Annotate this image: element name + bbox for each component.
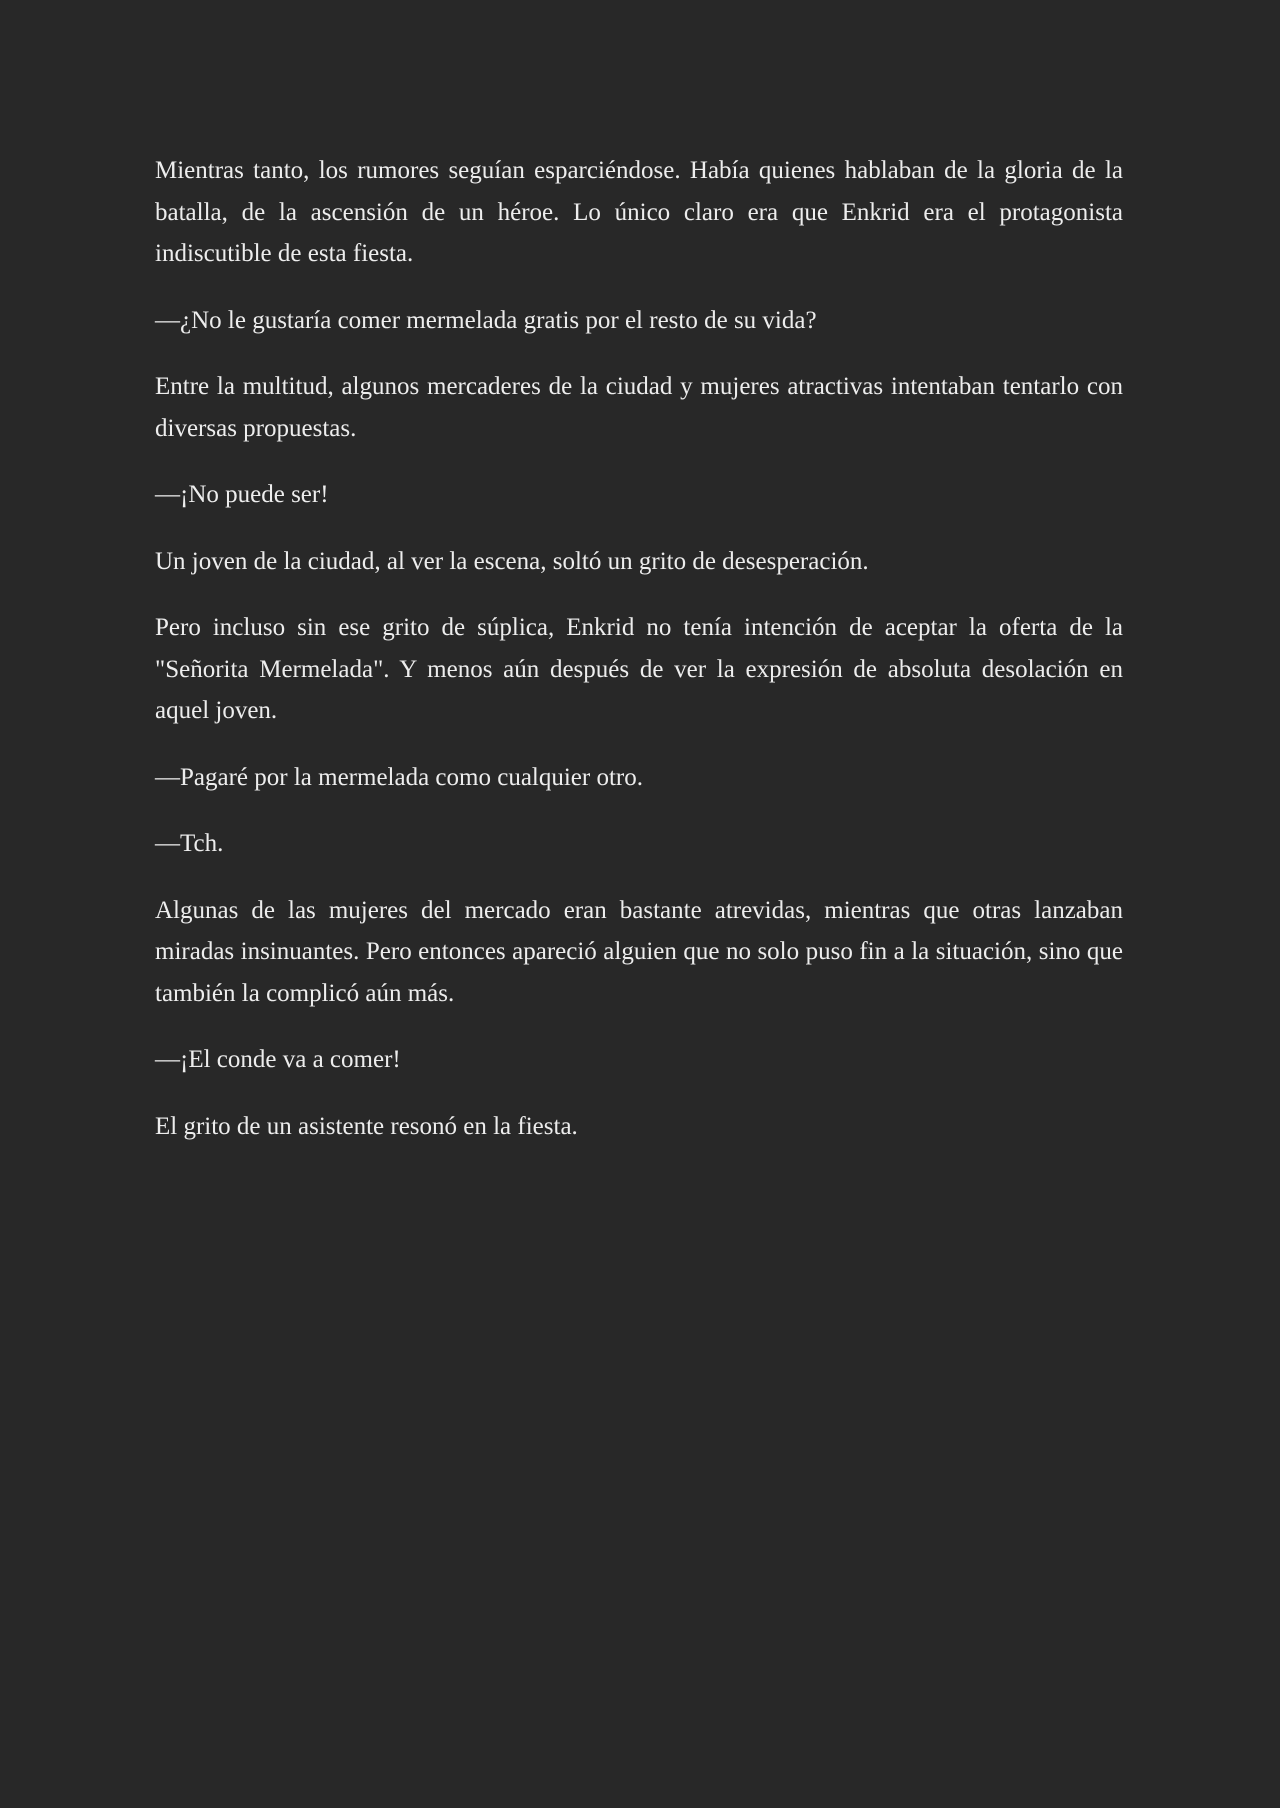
paragraph-dialogue: —¿No le gustaría comer mermelada gratis por el resto de su vida? — [155, 306, 817, 334]
paragraph-dialogue: —¡No puede ser! — [155, 481, 329, 508]
paragraph: El grito de un asistente resonó en la fiesta. — [155, 1112, 578, 1140]
paragraph-dialogue: —¡El conde va a comer! — [155, 1046, 401, 1073]
paragraph: Algunas de las mujeres del mercado eran bastante atrevidas, mientras que otras lanzaban miradas insinuantes. Pero entonces apareció alguien que no solo puso fin a la situación, sino que también la complicó aún más. — [155, 896, 1123, 1007]
paragraph: Un joven de la ciudad, al ver la escena, soltó un grito de desesperación. — [155, 547, 869, 575]
paragraph-dialogue: —Tch. — [155, 830, 224, 857]
paragraph: Pero incluso sin ese grito de súplica, Enkrid no tenía intención de aceptar la oferta de la "Señorita Mermelada". Y menos aún después de ver la expresión de absoluta desolación en aquel joven. — [155, 614, 1123, 724]
paragraph-dialogue: —Pagaré por la mermelada como cualquier otro. — [155, 763, 644, 791]
reader-page — [155, 150, 1123, 1172]
paragraph: Entre la multitud, algunos mercaderes de la ciudad y mujeres atractivas intentaban tentarlo con diversas propuestas. — [155, 373, 1123, 442]
paragraph: Mientras tanto, los rumores seguían esparciéndose. Había quienes hablaban de la gloria de la batalla, de la ascensión de un héroe. Lo único claro era que Enkrid era el protagonista indiscutible de esta fiesta. — [155, 157, 1123, 267]
